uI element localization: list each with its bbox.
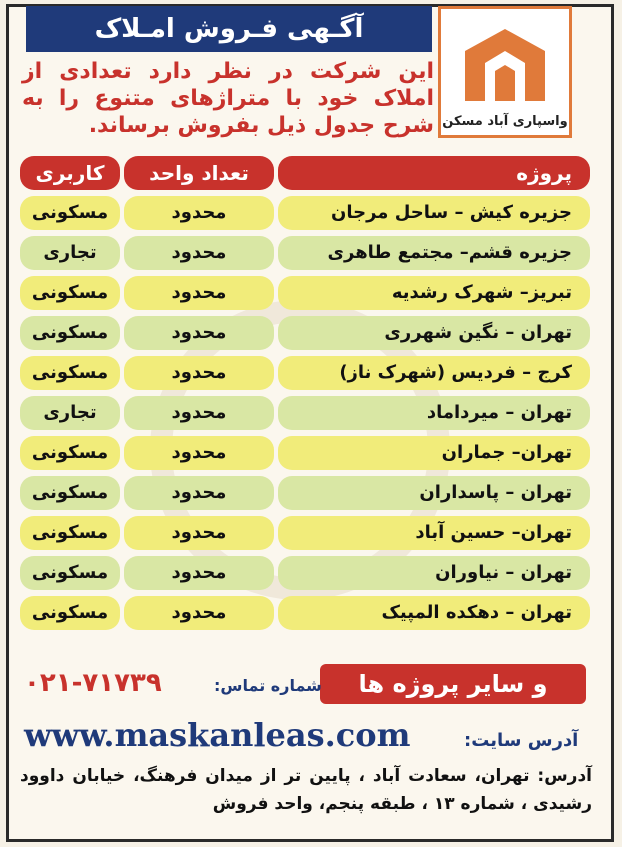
usage-cell: مسکونی xyxy=(20,196,120,230)
usage-cell: مسکونی xyxy=(20,356,120,390)
usage-cell: تجاری xyxy=(20,236,120,270)
units-cell: محدود xyxy=(124,236,274,270)
units-cell: محدود xyxy=(124,596,274,630)
units-cell: محدود xyxy=(124,516,274,550)
project-cell: تهران – دهکده المپیک xyxy=(278,596,590,630)
header-usage: کاربری xyxy=(20,156,120,190)
table-row xyxy=(20,396,590,430)
units-cell: محدود xyxy=(124,196,274,230)
website-label: آدرس سایت: xyxy=(464,730,579,751)
project-cell: کرج – فردیس (شهرک ناز) xyxy=(278,356,590,390)
project-cell: جزیره کیش – ساحل مرجان xyxy=(278,196,590,230)
usage-cell: مسکونی xyxy=(20,476,120,510)
projects-table xyxy=(20,156,590,636)
website-url[interactable]: www.maskanleas.com xyxy=(24,716,411,754)
units-cell: محدود xyxy=(124,276,274,310)
address-text: آدرس: تهران، سعادت آباد ، پایین تر از میدان فرهنگ، خیابان داوود رشیدی ، شماره ۱۳ ، طبقه پنجم، واحد فروش xyxy=(20,766,592,814)
contact-label: شماره تماس: xyxy=(214,676,322,695)
table-header-row xyxy=(20,156,590,190)
units-cell: محدود xyxy=(124,476,274,510)
usage-cell: مسکونی xyxy=(20,316,120,350)
table-row xyxy=(20,356,590,390)
table-row xyxy=(20,196,590,230)
company-logo xyxy=(438,6,572,138)
table-row xyxy=(20,476,590,510)
logo-caption: واسپاری آباد مسکن xyxy=(442,114,568,129)
header-project: پروژه xyxy=(278,156,590,190)
usage-cell: مسکونی xyxy=(20,276,120,310)
units-cell: محدود xyxy=(124,316,274,350)
units-cell: محدود xyxy=(124,396,274,430)
contact-number: ۰۲۱-۷۱۷۳۹ xyxy=(24,668,162,698)
usage-cell: مسکونی xyxy=(20,596,120,630)
ad-title: آگـهی فـروش امـلاک xyxy=(26,6,432,52)
more-projects-banner: و سایر پروژه ها xyxy=(320,664,586,704)
project-cell: تهران – پاسداران xyxy=(278,476,590,510)
units-cell: محدود xyxy=(124,556,274,590)
table-row xyxy=(20,316,590,350)
units-cell: محدود xyxy=(124,356,274,390)
table-row xyxy=(20,436,590,470)
usage-cell: مسکونی xyxy=(20,436,120,470)
usage-cell: مسکونی xyxy=(20,556,120,590)
usage-cell: مسکونی xyxy=(20,516,120,550)
table-row xyxy=(20,596,590,630)
header-units: تعداد واحد xyxy=(124,156,274,190)
table-row xyxy=(20,236,590,270)
usage-cell: تجاری xyxy=(20,396,120,430)
project-cell: جزیره قشم– مجتمع طاهری xyxy=(278,236,590,270)
units-cell: محدود xyxy=(124,436,274,470)
project-cell: تهران– حسین آباد xyxy=(278,516,590,550)
logo-mark-icon xyxy=(455,21,555,111)
table-row xyxy=(20,276,590,310)
project-cell: تهران– جماران xyxy=(278,436,590,470)
project-cell: تبریز– شهرک رشدیه xyxy=(278,276,590,310)
intro-text: این شرکت در نظر دارد تعدادی از املاک خود با متراژهای متنوع را به شرح جدول ذیل بفروش برساند. xyxy=(22,59,434,138)
project-cell: تهران – میرداماد xyxy=(278,396,590,430)
table-row xyxy=(20,556,590,590)
project-cell: تهران – نگین شهرری xyxy=(278,316,590,350)
table-row xyxy=(20,516,590,550)
project-cell: تهران – نیاوران xyxy=(278,556,590,590)
